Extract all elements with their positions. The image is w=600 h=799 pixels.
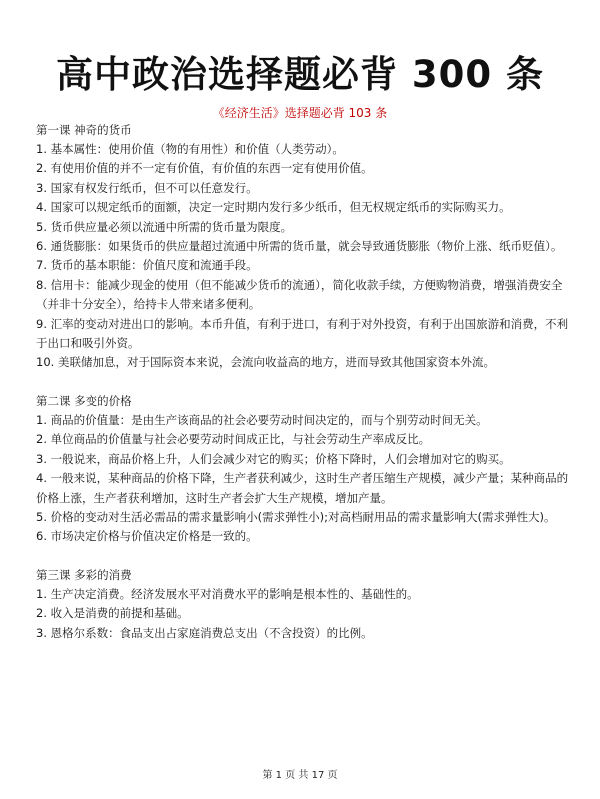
- list-item: 1. 生产决定消费。经济发展水平对消费水平的影响是根本性的、基础性的。: [36, 586, 419, 601]
- list-item: 1. 基本属性：使用价值（物的有用性）和价值（人类劳动）。: [36, 142, 344, 156]
- section-spacer: [36, 373, 576, 392]
- document-title: 高中政治选择题必背 300 条: [56, 53, 544, 96]
- list-item: 6. 市场决定价格与价值决定价格是一致的。: [36, 529, 258, 544]
- document-body: [36, 121, 576, 643]
- list-item: 10. 美联储加息，对于国际资本来说，会流向收益高的地方，进而导致其他国家资本外流。: [36, 355, 495, 370]
- list-item: 2. 单位商品的价值量与社会必要劳动时间成正比，与社会劳动生产率成反比。: [36, 432, 431, 447]
- section-spacer: [36, 547, 576, 566]
- list-item: 9. 汇率的变动对进出口的影响。本币升值，有利于进口，有利于对外投资，有利于出国旅游和消费，不利于出口和吸引外资。: [36, 316, 569, 351]
- section-lesson-2: [36, 392, 576, 547]
- page-number-footer: 第 1 页 共 17 页: [262, 770, 338, 781]
- list-item: 1. 商品的价值量：是由生产该商品的社会必要劳动时间决定的，而与个别劳动时间无关。: [36, 412, 488, 427]
- list-item: 2. 收入是消费的前提和基础。: [36, 606, 189, 621]
- list-item: 5. 价格的变动对生活必需品的需求量影响小(需求弹性小);对高档耐用品的需求量影响大(需求弹性大)。: [36, 509, 556, 524]
- section-lesson-3: [36, 566, 576, 643]
- list-item: 7. 货币的基本职能：价值尺度和流通手段。: [36, 258, 258, 273]
- list-item: 5. 货币供应量必须以流通中所需的货币量为限度。: [36, 219, 293, 234]
- section-title: 第一课 神奇的货币: [36, 123, 132, 137]
- document-subtitle: 《经济生活》选择题必背 103 条: [212, 106, 388, 120]
- list-item: 4. 国家可以规定纸币的面额，决定一定时期内发行多少纸币，但无权规定纸币的实际购买力。: [36, 200, 511, 215]
- list-item: 3. 一般说来，商品价格上升，人们会减少对它的购买；价格下降时，人们会增加对它的购买。: [36, 451, 511, 466]
- list-item: 4. 一般来说，某种商品的价格下降，生产者获利减少，这时生产者压缩生产规模，减少产量；某种商品的价格上涨，生产者获利增加，这时生产者会扩大生产规模，增加产量。: [36, 471, 569, 505]
- section-title: 第三课 多彩的消费: [36, 567, 132, 582]
- list-item: 3. 国家有权发行纸币，但不可以任意发行。: [36, 180, 258, 195]
- list-item: 8. 信用卡：能减少现金的使用（但不能减少货币的流通），简化收款手续，方便购物消费，增强消费安全（并非十分安全），给持卡人带来诸多便利。: [36, 277, 563, 312]
- list-item: 2. 有使用价值的并不一定有价值，有价值的东西一定有使用价值。: [36, 161, 373, 176]
- list-item: 3. 恩格尔系数：食品支出占家庭消费总支出（不含投资）的比例。: [36, 625, 373, 640]
- section-lesson-1: [36, 121, 576, 373]
- list-item: 6. 通货膨胀：如果货币的供应量超过流通中所需的货币量，就会导致通货膨胀（物价上涨、纸币贬值）。: [36, 239, 563, 254]
- section-title: 第二课 多变的价格: [36, 393, 132, 408]
